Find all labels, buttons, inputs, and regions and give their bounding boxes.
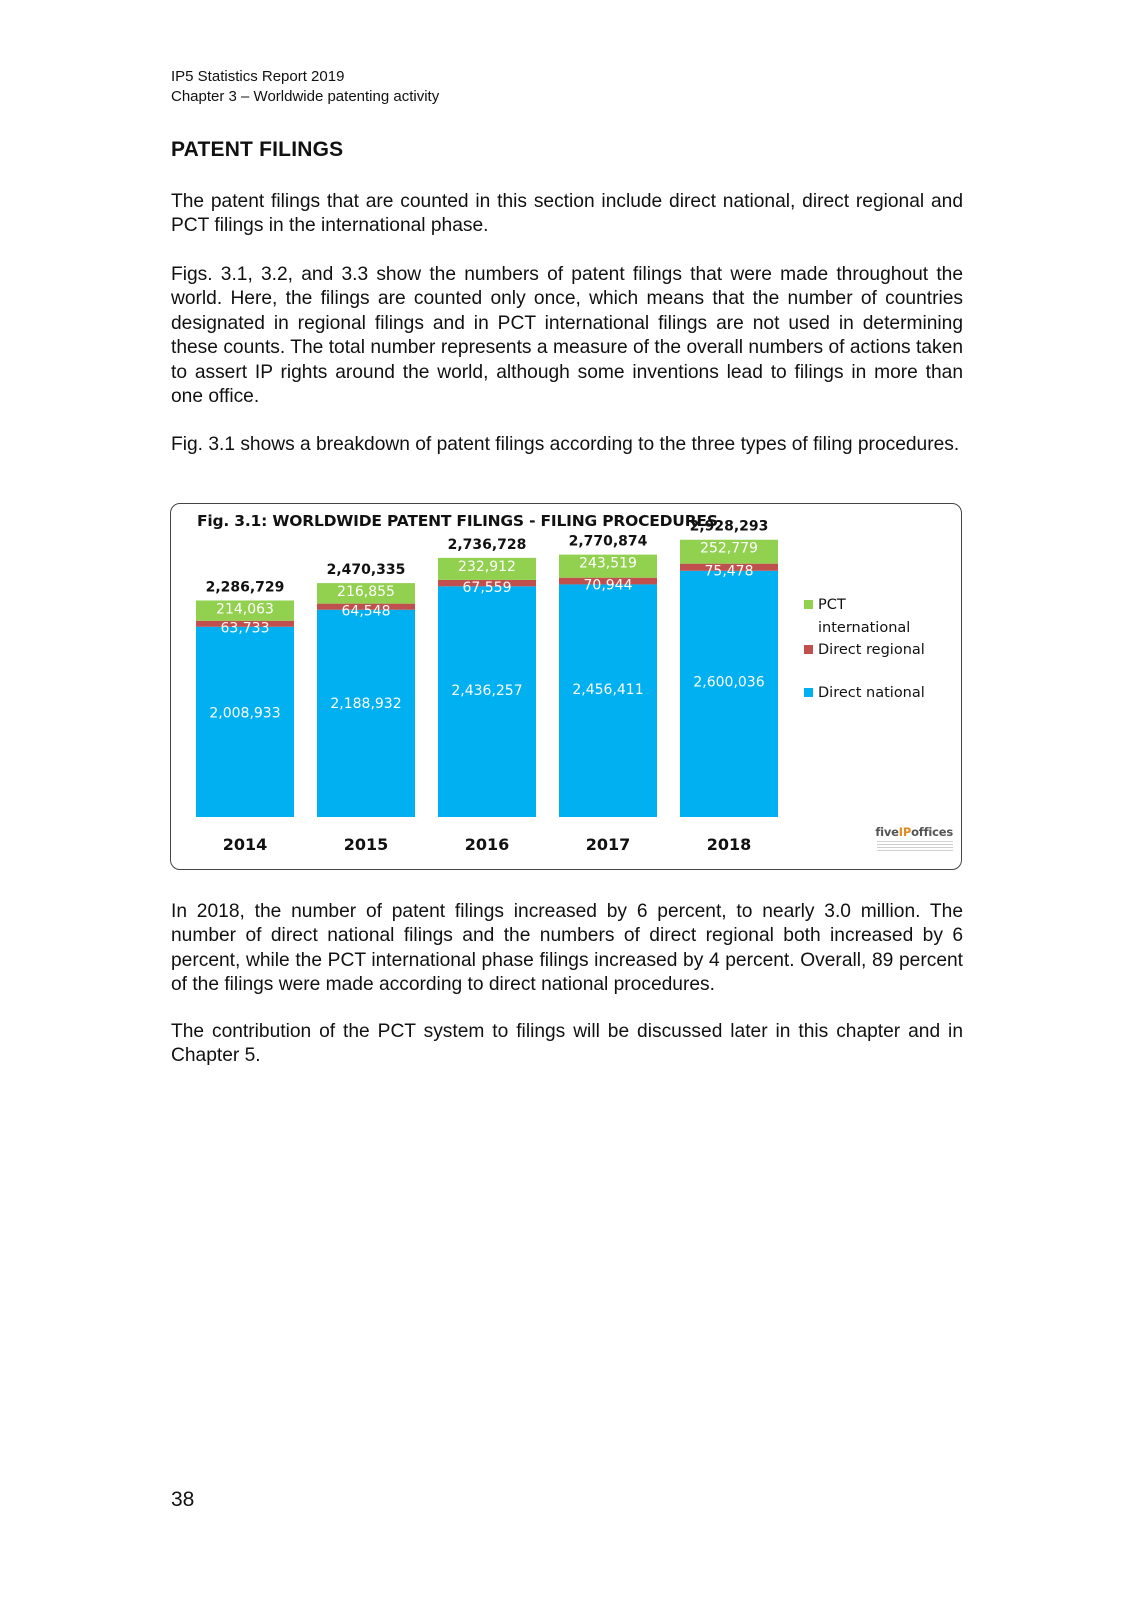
page-number: 38: [171, 1488, 195, 1511]
label-direct-regional-2018: 75,478: [704, 563, 754, 580]
legend-label-1-0: Direct regional: [818, 642, 925, 658]
label-total-2014: 2,286,729: [205, 579, 285, 596]
legend-label-0-0: PCT: [818, 597, 846, 613]
x-tick-2014: 2014: [222, 835, 268, 854]
legend-swatch-0: [804, 600, 813, 609]
legend-label-0-1: international: [818, 620, 911, 636]
legend-label-2-0: Direct national: [818, 685, 925, 701]
label-direct-national-2016: 2,436,257: [451, 683, 523, 700]
bar-direct-national-2014: [196, 627, 294, 817]
bar-direct-national-2016: [438, 586, 536, 817]
fiveipoffices-logo: [875, 825, 953, 853]
bar-direct-national-2015: [317, 610, 415, 817]
x-tick-2016: 2016: [464, 835, 510, 854]
label-pct-international-2016: 232,912: [458, 558, 516, 575]
paragraph-2: Figs. 3.1, 3.2, and 3.3 show the numbers of patent filings that were made throughout the world. Here, the filings are counted only once, which means that the number of countries designated in regional filings and in PCT international filings are not used in determining these counts. The total number represents a measure of the overall numbers of actions taken to assert IP rights around the world, although some inventions lead to filings in more than one office.: [171, 264, 963, 408]
label-pct-international-2015: 216,855: [337, 584, 395, 601]
paragraph-5: The contribution of the PCT system to filings will be discussed later in this chapter and in Chapter 5.: [171, 1021, 963, 1067]
x-tick-2015: 2015: [343, 835, 389, 854]
label-direct-national-2015: 2,188,932: [330, 696, 402, 713]
logo-ip: IP: [898, 825, 912, 839]
x-tick-2017: 2017: [585, 835, 631, 854]
x-tick-2018: 2018: [706, 835, 752, 854]
bar-direct-national-2018: [680, 571, 778, 817]
section-title: PATENT FILINGS: [171, 138, 344, 161]
paragraph-3: Fig. 3.1 shows a breakdown of patent filings according to the three types of filing procedures.: [171, 434, 960, 455]
label-direct-national-2017: 2,456,411: [572, 682, 644, 699]
logo-wordmark: [875, 825, 953, 839]
logo-fine-print: [877, 841, 953, 853]
label-pct-international-2014: 214,063: [216, 601, 274, 618]
label-direct-national-2018: 2,600,036: [693, 674, 765, 691]
label-pct-international-2018: 252,779: [700, 540, 758, 557]
logo-prefix: five: [875, 825, 899, 839]
stacked-bar-chart: [171, 504, 963, 871]
logo-suffix: offices: [911, 825, 953, 839]
label-pct-international-2017: 243,519: [579, 555, 637, 572]
label-direct-regional-2015: 64,548: [341, 603, 391, 620]
bar-direct-national-2017: [559, 584, 657, 817]
label-total-2017: 2,770,874: [568, 533, 648, 550]
figure-3-1: [170, 503, 962, 870]
paragraph-4: In 2018, the number of patent filings increased by 6 percent, to nearly 3.0 million. The number of direct national filings and the numbers of direct regional both increased by 6 percent, while the PCT international phase filings increased by 4 percent. Overall, 89 percent of the filings were made according to direct national procedures.: [171, 901, 963, 996]
legend-swatch-1: [804, 645, 813, 654]
label-total-2016: 2,736,728: [447, 536, 527, 553]
label-total-2018: 2,928,293: [689, 518, 769, 535]
label-direct-national-2014: 2,008,933: [209, 705, 281, 722]
legend-swatch-2: [804, 688, 813, 697]
paragraph-1: The patent filings that are counted in this section include direct national, direct regional and PCT filings in the international phase.: [171, 191, 963, 237]
report-title: IP5 Statistics Report 2019: [171, 68, 345, 85]
figure-title: Fig. 3.1: WORLDWIDE PATENT FILINGS - FILING PROCEDURES: [197, 512, 718, 530]
label-direct-regional-2014: 63,733: [220, 620, 270, 637]
label-direct-regional-2016: 67,559: [462, 579, 512, 596]
label-direct-regional-2017: 70,944: [583, 577, 633, 594]
chapter-title: Chapter 3 – Worldwide patenting activity: [171, 88, 440, 105]
label-total-2015: 2,470,335: [326, 562, 406, 579]
